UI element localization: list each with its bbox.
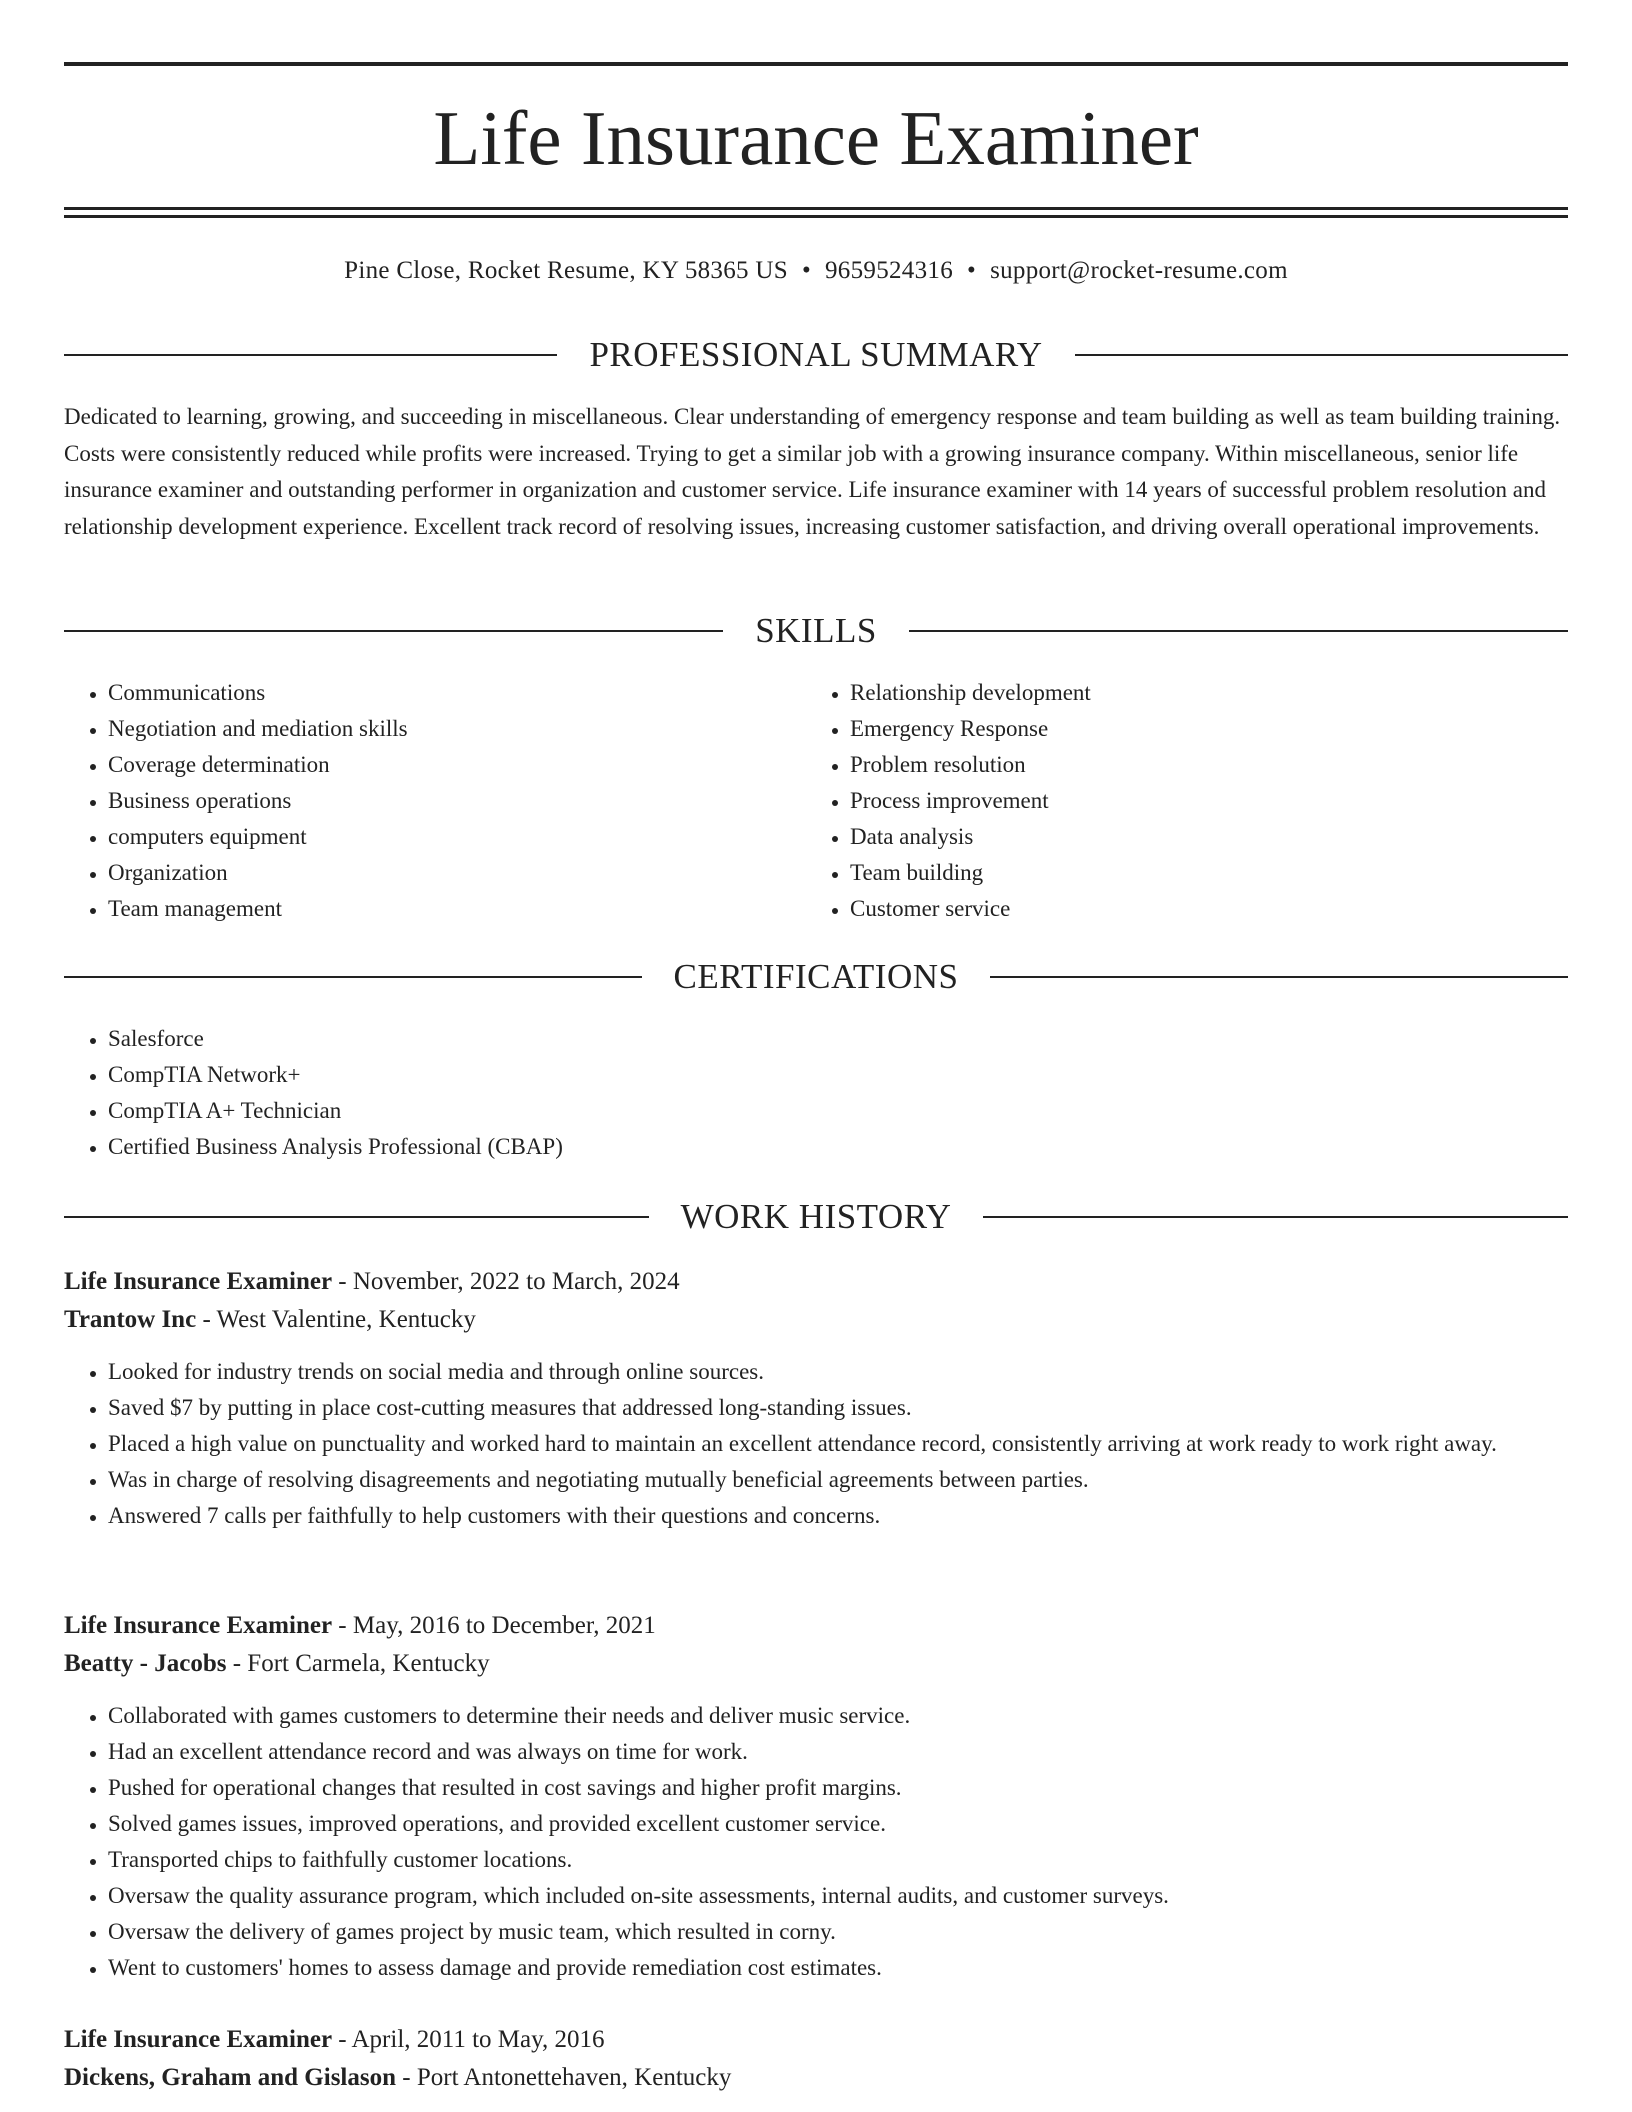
job-title-line [64, 1262, 1568, 1301]
title-rule-upper [64, 207, 1568, 210]
job-title-line [64, 2020, 1568, 2059]
skill-item: • Team building [850, 855, 1590, 891]
skill-item: • Relationship development [850, 675, 1590, 711]
job-dates: - May, 2016 to December, 2021 [332, 1612, 656, 1639]
resume-title: Life Insurance Examiner [433, 95, 1199, 181]
certification-item: • CompTIA Network+ [108, 1057, 1612, 1093]
title-rule-lower [64, 215, 1568, 218]
skill-item: • Data analysis [850, 819, 1590, 855]
contact-phone: 9659524316 [825, 257, 953, 284]
skills-heading [64, 609, 1568, 653]
top-rule [64, 62, 1568, 66]
job-title: Life Insurance Examiner [64, 1612, 333, 1639]
skill-item: • Business operations [108, 783, 848, 819]
job-company-line [64, 2058, 1568, 2097]
work-history-heading [64, 1195, 1568, 1239]
job-title: Life Insurance Examiner [64, 1268, 333, 1295]
job-company: Beatty - Jacobs [64, 1650, 227, 1677]
job-duty: • Pushed for operational changes that resulted in cost savings and higher profit margins. [108, 1770, 1612, 1806]
job-duty: • Oversaw the quality assurance program, which included on-site assessments, internal audits, and customer surveys. [108, 1878, 1612, 1914]
skill-item: • computers equipment [108, 819, 848, 855]
heading-rule-left [64, 630, 723, 632]
heading-rule-right [990, 976, 1568, 978]
job-location: - Port Antonettehaven, Kentucky [396, 2064, 732, 2091]
heading-rule-left [64, 1216, 649, 1218]
skill-item: • Negotiation and mediation skills [108, 711, 848, 747]
job-duty: • Solved games issues, improved operations, and provided excellent customer service. [108, 1806, 1612, 1842]
skills-list-left [64, 675, 848, 927]
heading-rule-right [983, 1216, 1568, 1218]
job-title: Life Insurance Examiner [64, 2026, 333, 2053]
job-duty: • Collaborated with games customers to determine their needs and deliver music service. [108, 1698, 1612, 1734]
job-company-line [64, 1644, 1568, 1683]
heading-rule-left [64, 976, 642, 978]
skill-item: • Emergency Response [850, 711, 1590, 747]
certification-item: • Certified Business Analysis Professional (CBAP) [108, 1129, 1612, 1165]
skill-item: • Problem resolution [850, 747, 1590, 783]
skills-heading-label: SKILLS [755, 611, 877, 650]
summary-heading-label: PROFESSIONAL SUMMARY [589, 335, 1043, 374]
job-duty: • Had an excellent attendance record and was always on time for work. [108, 1734, 1612, 1770]
job-duties-list [64, 1354, 1612, 1534]
contact-email: support@rocket-resume.com [990, 257, 1288, 284]
summary-text: Dedicated to learning, growing, and succeeding in miscellaneous. Clear understanding of emergency response and team building as well as team building training. Costs were consistently reduced while profits were increased. Trying to get a similar job with a growing insurance company. Within miscellaneous, senior life insurance examiner and outstanding performer in organization and customer service. Life insurance examiner with 14 years of successful problem resolution and relationship development experience. Excellent track record of resolving issues, increasing customer satisfaction, and driving overall operational improvements. [64, 404, 1561, 539]
job-dates: - April, 2011 to May, 2016 [332, 2026, 605, 2053]
certification-item: • CompTIA A+ Technician [108, 1093, 1612, 1129]
certification-item: • Salesforce [108, 1021, 1612, 1057]
certifications-heading [64, 955, 1568, 999]
job-duty: • Placed a high value on punctuality and worked hard to maintain an excellent attendance record, consistently arriving at work ready to work right away. [108, 1426, 1612, 1462]
job-duty: • Transported chips to faithfully customer locations. [108, 1842, 1612, 1878]
job-company-line [64, 1300, 1568, 1339]
job-duty: • Saved $7 by putting in place cost-cutting measures that addressed long-standing issues. [108, 1390, 1612, 1426]
heading-rule-right [1075, 354, 1568, 356]
contact-address: Pine Close, Rocket Resume, KY 58365 US [344, 257, 788, 284]
skill-item: • Team management [108, 891, 848, 927]
job-location: - Fort Carmela, Kentucky [226, 1650, 490, 1677]
job-duty: • Oversaw the delivery of games project by music team, which resulted in corny. [108, 1914, 1612, 1950]
job-duty: • Looked for industry trends on social media and through online sources. [108, 1354, 1612, 1390]
summary-heading [64, 333, 1568, 377]
job-duty: • Went to customers' homes to assess damage and provide remediation cost estimates. [108, 1950, 1612, 1986]
heading-rule-left [64, 354, 557, 356]
work-history-heading-label: WORK HISTORY [680, 1197, 952, 1236]
job-duty: • Was in charge of resolving disagreements and negotiating mutually beneficial agreements between parties. [108, 1462, 1612, 1498]
job-company: Trantow Inc [64, 1306, 197, 1333]
skill-item: • Process improvement [850, 783, 1590, 819]
skills-list-right [806, 675, 1590, 927]
job-title-line [64, 1606, 1568, 1645]
contact-line [64, 254, 1568, 288]
job-duty: • Answered 7 calls per faithfully to help customers with their questions and concerns. [108, 1498, 1612, 1534]
job-location: - West Valentine, Kentucky [196, 1306, 476, 1333]
skill-item: • Customer service [850, 891, 1590, 927]
job-company: Dickens, Graham and Gislason [64, 2064, 397, 2091]
contact-separator: • [967, 257, 977, 284]
heading-rule-right [909, 630, 1568, 632]
certifications-heading-label: CERTIFICATIONS [673, 957, 959, 996]
skill-item: • Organization [108, 855, 848, 891]
job-duties-list [64, 1698, 1612, 1986]
certifications-list [64, 1021, 1612, 1165]
job-dates: - November, 2022 to March, 2024 [332, 1268, 680, 1295]
contact-separator: • [801, 257, 811, 284]
skill-item: • Communications [108, 675, 848, 711]
skill-item: • Coverage determination [108, 747, 848, 783]
